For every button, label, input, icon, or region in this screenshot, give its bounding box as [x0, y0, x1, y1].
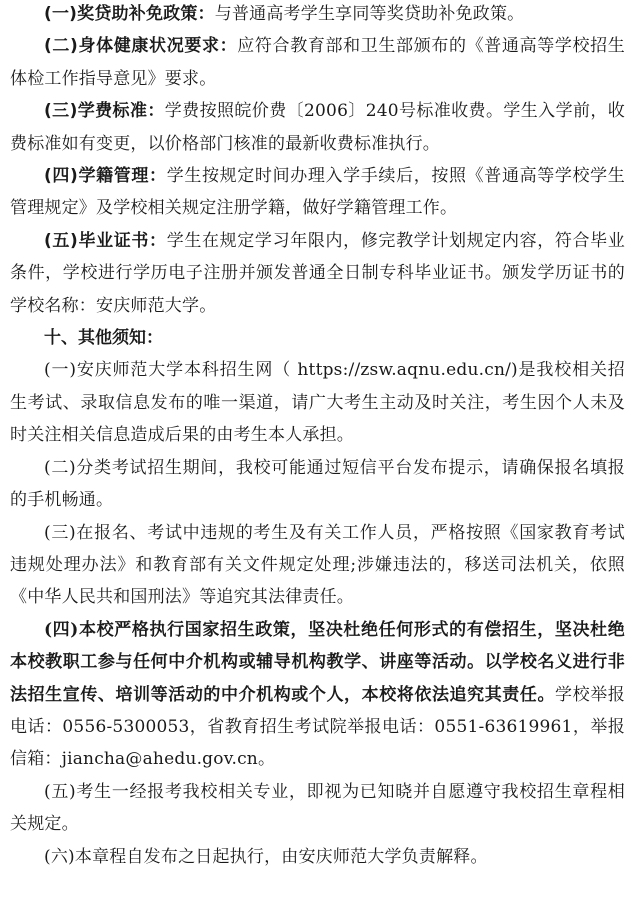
- section-heading: 十、其他须知：: [44, 328, 163, 349]
- policy-paragraph-2: [10, 30, 625, 95]
- policy-label: (四)学籍管理：: [44, 166, 167, 187]
- notice-4-bold-text: (四)本校严格执行国家招生政策，坚决杜绝任何形式的有偿招生，坚决杜绝本校教职工参与任何中介机构或辅导机构教学、讲座等活动。以学校名义进行非法招生宣传、培训等活动的中介机构或个人，本校将依法追究其责任。: [10, 619, 625, 705]
- notice-6: (六)本章程自发布之日起执行，由安庆师范大学负责解释。: [44, 846, 488, 867]
- notice-3: (三)在报名、考试中违规的考生及有关工作人员，严格按照《国家教育考试违规处理办法》和教育部有关文件规定处理;涉嫌违法的，移送司法机关，依照《中华人民共和国刑法》等追究其法律责任。: [10, 522, 625, 608]
- policy-text: 学生按规定时间办理入学手续后，按照《普通高等学校学生管理规定》及学校相关规定注册学籍，做好学籍管理工作。: [10, 166, 626, 219]
- policy-text: 与普通高考学生享同等奖贷助补免政策。: [214, 4, 525, 24]
- policy-text: 应符合教育部和卫生部颁布的《普通高等学校招生体检工作指导意见》要求。: [10, 36, 625, 89]
- policy-label: (一)奖贷助补免政策：: [44, 4, 215, 24]
- policy-label: (五)毕业证书：: [44, 230, 167, 251]
- notice-1: (一)安庆师范大学本科招生网（ https://zsw.aqnu.edu.cn/)是我校相关招生考试、录取信息发布的唯一渠道，请广大考生主动及时关注，考生因个人未及时关注相关信息造成后果的由考生本人承担。: [10, 360, 625, 446]
- notice-2: (二)分类考试招生期间，我校可能通过短信平台发布提示，请确保报名填报的手机畅通。: [10, 457, 625, 511]
- notice-5: (五)考生一经报考我校相关专业，即视为已知晓并自愿遵守我校招生章程相关规定。: [10, 781, 625, 835]
- policy-text: 学生在规定学习年限内，修完教学计划规定内容，符合毕业条件，学校进行学历电子注册并颁发普通全日制专科毕业证书。颁发学历证书的学校名称：安庆师范大学。: [10, 230, 626, 316]
- policy-paragraph-3: [10, 95, 625, 160]
- policy-paragraph-4: [10, 160, 625, 225]
- notice-4: [10, 614, 625, 776]
- document-page: [10, 0, 625, 873]
- policy-text: 学费按照皖价费〔2006〕240号标准收费。学生入学前，收费标准如有变更，以价格部门核准的最新收费标准执行。: [10, 101, 625, 154]
- policy-paragraph-5: [10, 225, 625, 322]
- notice-4-contact-text: 学校举报电话：0556-5300053，省教育招生考试院举报电话：0551-63619961，举报信箱：jiancha@ahedu.gov.cn。: [10, 684, 625, 770]
- policy-label: (二)身体健康状况要求：: [44, 36, 238, 57]
- policy-paragraph-1: [10, 0, 625, 30]
- policy-label: (三)学费标准：: [44, 101, 165, 122]
